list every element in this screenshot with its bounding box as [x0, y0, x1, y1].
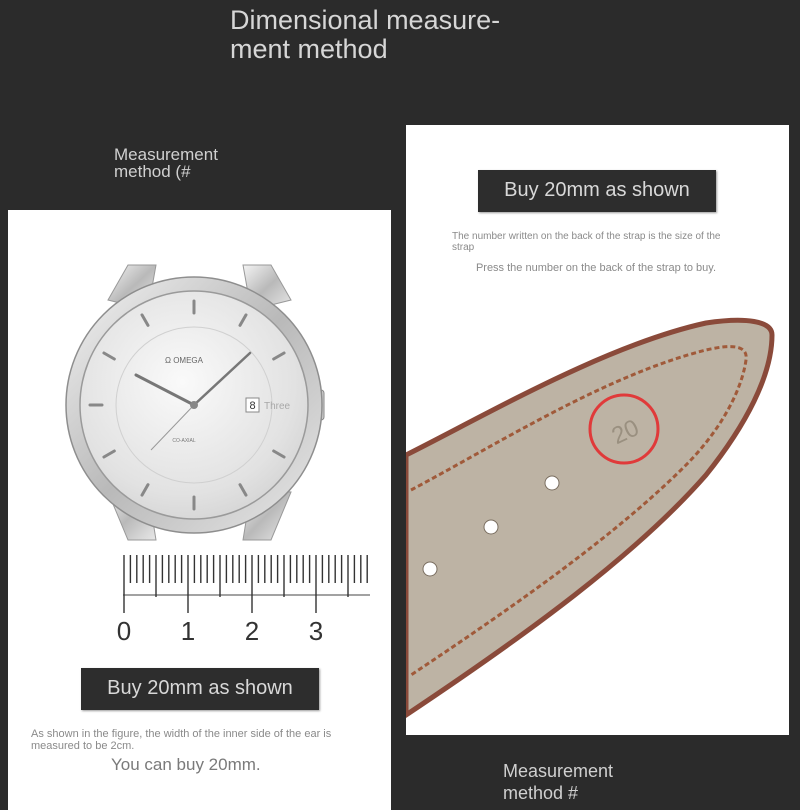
- date-number: 8: [249, 400, 256, 412]
- strap-body: [406, 320, 772, 715]
- dial-inscription: CO-AXIAL: [172, 438, 196, 444]
- measurement-method-label-bottom: [503, 760, 613, 804]
- strap-buy-note: Press the number on the back of the strap to buy.: [475, 262, 717, 274]
- hand-pivot: [190, 401, 198, 409]
- page-title: [230, 6, 550, 64]
- strap-hole-1: [545, 476, 559, 490]
- strap-hole-2: [484, 520, 498, 534]
- method-label-top-line-1: Measurement: [114, 145, 218, 164]
- date-label: Three: [264, 401, 291, 412]
- strap-number: 20: [607, 414, 644, 451]
- method-label-top-line-2: method (#: [114, 162, 191, 181]
- strap-size-note: The number written on the back of the strap is the size of the strap: [452, 231, 721, 253]
- ruler-label-3: 3: [308, 616, 324, 646]
- strap-measurement-panel: [406, 125, 789, 735]
- measurement-note: As shown in the figure, the width of the inner side of the ear is measured to be 2cm.: [31, 728, 332, 752]
- watch-illustration: [8, 210, 391, 660]
- page-title-line-1: Dimensional measure-: [230, 5, 501, 35]
- page-title-line-2: ment method: [230, 34, 388, 64]
- strap-illustration: [406, 125, 789, 735]
- method-label-bottom-line-2: method #: [503, 783, 579, 803]
- buy-20mm-text: You can buy 20mm.: [111, 755, 261, 774]
- watch-measurement-panel: [8, 210, 391, 810]
- strap-hole-3: [423, 562, 437, 576]
- ruler: [123, 555, 370, 613]
- ruler-label-1: 1: [180, 616, 196, 646]
- buy-20mm-banner-right: Buy 20mm as shown: [478, 170, 716, 212]
- ruler-label-2: 2: [244, 616, 260, 646]
- measurement-method-label-top: [114, 146, 218, 180]
- method-label-bottom-line-1: Measurement: [503, 761, 614, 781]
- buy-20mm-banner-left: Buy 20mm as shown: [81, 668, 319, 710]
- brand-logo: Ω OMEGA: [165, 356, 203, 365]
- ruler-label-0: 0: [116, 616, 132, 646]
